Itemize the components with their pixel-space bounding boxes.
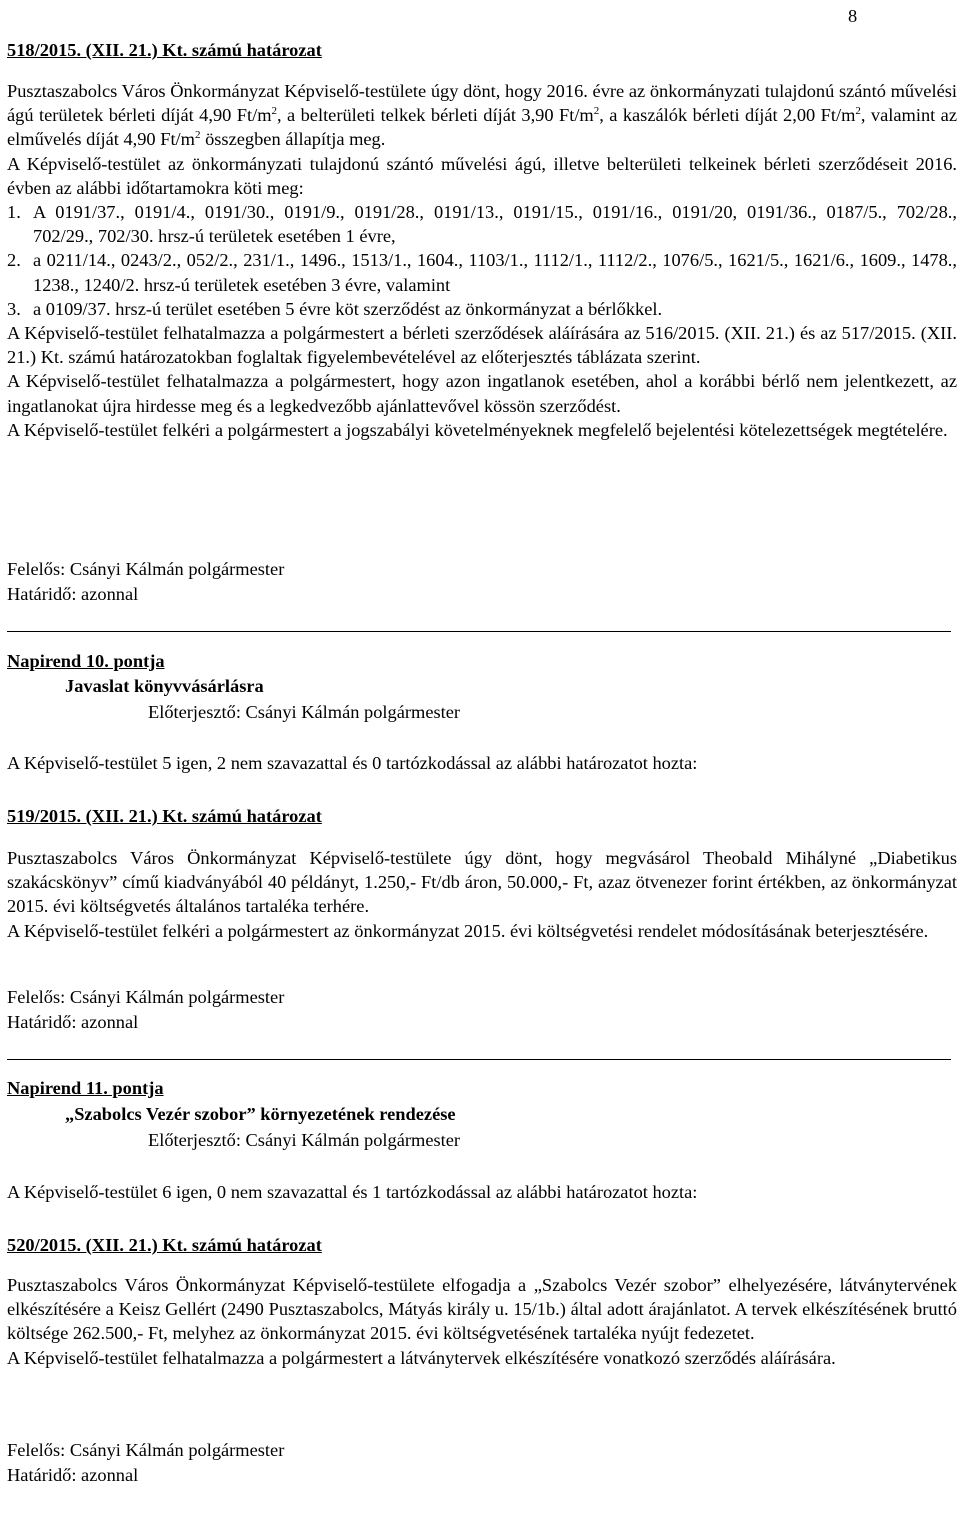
decision-520-heading: 520/2015. (XII. 21.) Kt. számú határozat (7, 1235, 322, 1255)
agenda-10-vote: A Képviselő-testület 5 igen, 2 nem szavazattal és 0 tartózkodással az alábbi határozatot hozta: (7, 753, 698, 773)
decision-519-responsible: Felelős: Csányi Kálmán polgármester (7, 987, 285, 1007)
decision-519-heading: 519/2015. (XII. 21.) Kt. számú határozat (7, 806, 322, 826)
decision-520-paragraph-1: Pusztaszabolcs Város Önkormányzat Képviselő-testülete elfogadja a „Szabolcs Vezér szobor” elhelyezésére, látványtervének elkészítésére a Keisz Gellért (2490 Pusztaszabolcs, Mátyás király u. 15/1b.) által adott árajánlatot. A tervek elkészítésének bruttó költsége 262.500,- Ft, melyhez az önkormányzat 2015. évi költségvetésének tartaléka nyújt fedezetet. (7, 1275, 957, 1344)
agenda-10-title: Javaslat könyvvásárlásra (65, 676, 264, 696)
agenda-10-label: Napirend 10. pontja (7, 651, 165, 671)
decision-518-paragraph-2: A Képviselő-testület az önkormányzati tulajdonú szántó művelési ágú, illetve belterületi telkeinek bérleti szerződéseit 2016. évben az alábbi időtartamokra köti meg: (7, 153, 957, 198)
agenda-11-presenter: Előterjesztő: Csányi Kálmán polgármester (148, 1130, 461, 1150)
decision-519-paragraph-1: Pusztaszabolcs Város Önkormányzat Képviselő-testülete úgy dönt, hogy megvásárol Theobald Mihályné „Diabetikus szakácskönyv” című kiadványából 40 példányt, 1.250,- Ft/db áron, 50.000,- Ft, azaz ötvenezer forint értékben, az önkormányzat 2015. évi költségvetés általános tartaléka terhére. (7, 848, 957, 917)
agenda-11-title: „Szabolcs Vezér szobor” környezetének rendezése (65, 1104, 456, 1124)
list-item: 2. a 0211/14., 0243/2., 052/2., 231/1., 1496., 1513/1., 1604., 1103/1., 1112/1., 1112/2., 1076/5., 1621/5., 1621/6., 1609., 1478., 1238., 1240/2. hrsz-ú területek esetében 3 évre, valamint (7, 250, 957, 295)
decision-518-responsible: Felelős: Csányi Kálmán polgármester (7, 559, 285, 579)
agenda-10-presenter: Előterjesztő: Csányi Kálmán polgármester (148, 702, 461, 722)
section-divider (7, 1059, 951, 1060)
decision-518-body (7, 79, 957, 442)
decision-520-responsible: Felelős: Csányi Kálmán polgármester (7, 1440, 285, 1460)
decision-519-deadline: Határidő: azonnal (7, 1012, 139, 1032)
decision-519-body (7, 846, 957, 943)
list-item: 3. a 0109/37. hrsz-ú terület esetében 5 évre köt szerződést az önkormányzat a bérlőkkel. (7, 298, 663, 319)
section-divider (7, 631, 951, 632)
decision-518-paragraph-4: A Képviselő-testület felhatalmazza a polgármestert, hogy azon ingatlanok esetében, ahol a korábbi bérlő nem jelentkezett, az ingatlanokat újra hirdesse meg és a legkedvezőbb ajánlattevővel kössön szerződést. (7, 371, 957, 416)
decision-520-deadline: Határidő: azonnal (7, 1465, 139, 1485)
decision-518-paragraph-1: Pusztaszabolcs Város Önkormányzat Képviselő-testülete úgy dönt, hogy 2016. évre az önkormányzati tulajdonú szántó művelési ágú területek bérleti díját 4,90 $Ft/m^2$, a belterületi telkek bérleti díját 3,90 $Ft/m^2$, a kaszálók bérleti díját 2,00 $Ft/m^2$, valamint az elművelés díját 4,90 $Ft/m^2$ összegben állapítja meg. (7, 81, 957, 150)
decision-518-paragraph-5: A Képviselő-testület felkéri a polgármestert a jogszabályi követelményeknek megfelelő bejelentési kötelezettségek megtételére. (7, 419, 948, 440)
page-number: 8 (848, 6, 858, 26)
decision-520-body (7, 1273, 957, 1370)
agenda-11-label: Napirend 11. pontja (7, 1078, 164, 1098)
decision-518-paragraph-3: A Képviselő-testület felhatalmazza a polgármestert a bérleti szerződések aláírására az 516/2015. (XII. 21.) és az 517/2015. (XII. 21.) Kt. számú határozatokban foglaltak figyelembevételével az előterjesztés táblázata szerint. (7, 323, 957, 368)
decision-519-paragraph-2: A Képviselő-testület felkéri a polgármestert az önkormányzat 2015. évi költségvetési rendelet módosításának beterjesztésére. (7, 920, 929, 941)
decision-520-paragraph-2: A Képviselő-testület felhatalmazza a polgármestert a látványtervek elkészítésére vonatkozó szerződés aláírására. (7, 1347, 836, 1368)
agenda-11-vote: A Képviselő-testület 6 igen, 0 nem szavazattal és 1 tartózkodással az alábbi határozatot hozta: (7, 1182, 698, 1202)
list-item: 1. A 0191/37., 0191/4., 0191/30., 0191/9., 0191/28., 0191/13., 0191/15., 0191/16., 0191/20, 0191/36., 0187/5., 702/28., 702/29., 702/30. hrsz-ú területek esetében 1 évre, (7, 202, 957, 247)
decision-518-heading: 518/2015. (XII. 21.) Kt. számú határozat (7, 40, 322, 60)
decision-518-deadline: Határidő: azonnal (7, 584, 139, 604)
